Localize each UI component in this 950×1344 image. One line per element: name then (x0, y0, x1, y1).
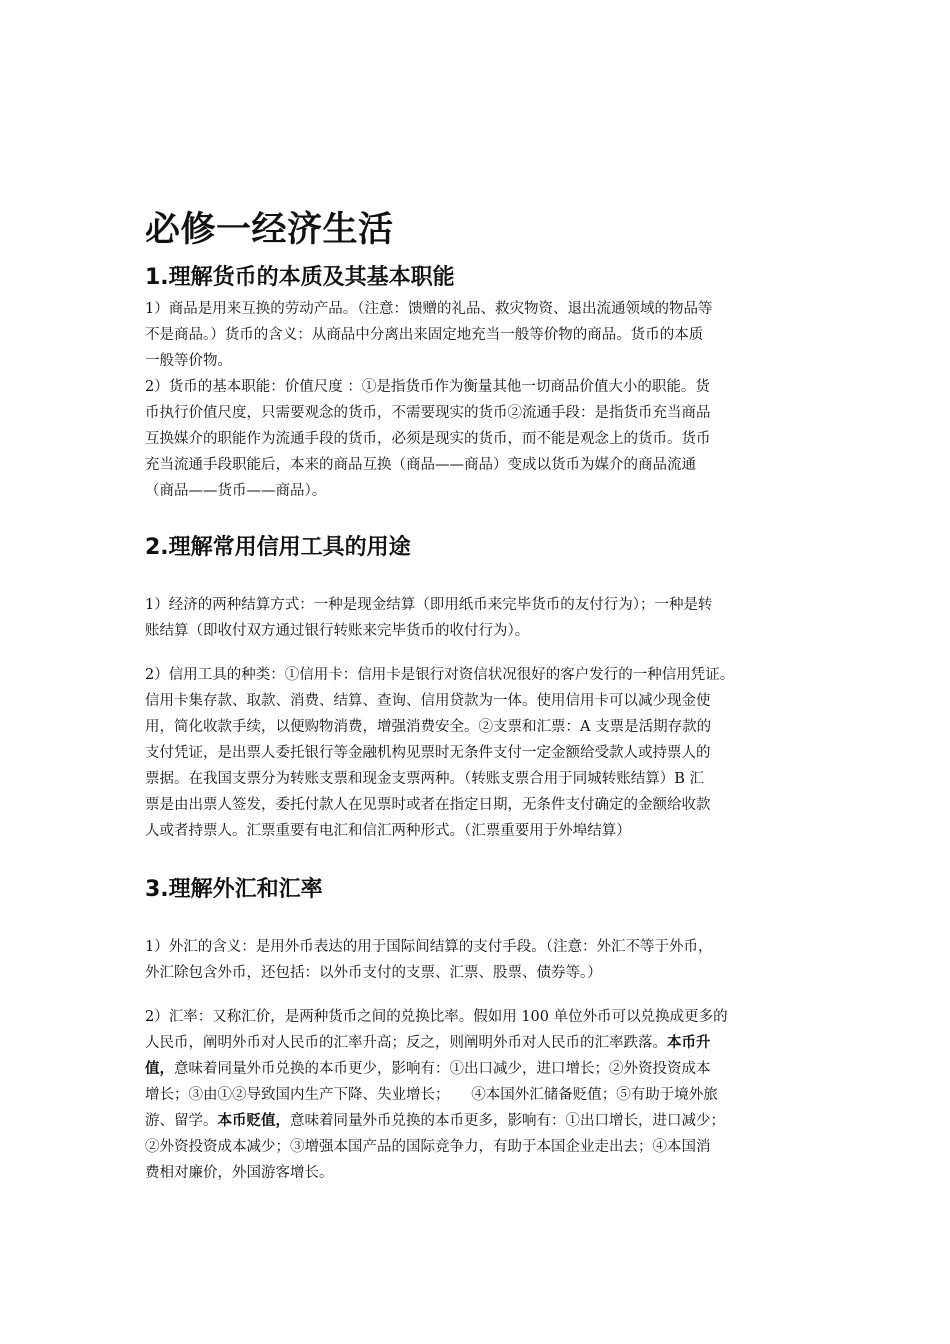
section-2-heading: 2.理解常用信用工具的用途 (145, 535, 411, 560)
section-1-paragraph-2: 2）货币的基本职能：价值尺度 ：①是指货币作为衡量其他一切商品价值大小的职能。货 币执行价值尺度，只需要观念的货币，不需要现实的货币②流通手段：是指货币充当商品 互换媒介的职能作为流通手段的货币，必须是现实的货币，而不能是观念上的货币。货币 充当流通手段职能后，本来的商品互换（商品——商品）变成以货币为媒介的商品流通 （商品——货币——商品）。 (145, 379, 711, 499)
section-2-paragraph-1: 1）经济的两种结算方式：一种是现金结算（即用纸币来完毕货币的友付行为）；一种是转 账结算（即收付双方通过银行转账来完毕货币的收付行为）。 (145, 597, 713, 639)
section-3-heading: 3.理解外汇和汇率 (145, 877, 323, 902)
exchange-rate-text-3: 意味着同量外币兑换的本币更多，影响有：①出口增长，进口减少； ②外资投资成本减少；③增强本国产品的国际竞争力，有助于本国企业走出去；④本国消 费相对廉价，外国游客增长。 (145, 1113, 725, 1181)
document-title: 必修一经济生活 (145, 210, 394, 250)
exchange-rate-text-2: 意味着同量外币兑换的本币更少，影响有：①出口减少，进口增长；②外资投资成本 增长；③由①②导致国内生产下降、失业增长； ④本国外汇储备贬值；⑤有助于境外旅 游、留学。 (145, 1061, 718, 1129)
section-3-paragraph-1: 1）外汇的含义：是用外币表达的用于国际间结算的支付手段。（注意：外汇不等于外币， 外汇除包含外币，还包括：以外币支付的支票、汇票、股票、债券等。） (145, 939, 713, 981)
currency-depreciation-label: 本币贬值， (217, 1112, 290, 1129)
section-1-heading: 1.理解货币的本质及其基本职能 (145, 265, 455, 290)
section-2-paragraph-2: 2）信用工具的种类：①信用卡：信用卡是银行对资信状况很好的客户发行的一种信用凭证。 信用卡集存款、取款、消费、结算、查询、信用贷款为一体。使用信用卡可以减少现金使 用，简化收款手续，以便购物消费，增强消费安全。②支票和汇票：A 支票是活期存款的 支付凭证，是出票人委托银行等金融机构见票时无条件支付一定金额给受款人或持票人的 票据。在我国支票分为转账支票和现金支票两种。（转账支票合用于同城转账结算）B 汇 票是由出票人签发，委托付款人在见票时或者在指定日期，无条件支付确定的金额给收款 人或者持票人。汇票重要有电汇和信汇两种形式。（汇票重要用于外埠结算） (145, 667, 735, 839)
currency-appreciation-label: 本币升 值， (145, 1034, 711, 1077)
section-1-paragraph-1: 1）商品是用来互换的劳动产品。（注意：馈赠的礼品、救灾物资、退出流通领域的物品等 不是商品。）货币的含义：从商品中分离出来固定地充当一般等价物的商品。货币的本质 一般等价物。 (145, 301, 713, 369)
section-3-paragraph-2 (145, 1004, 835, 1186)
exchange-rate-text-1: 2）汇率：又称汇价，是两种货币之间的兑换比率。假如用 100 单位外币可以兑换成更多的 人民币，阐明外币对人民币的汇率升高；反之，则阐明外币对人民币的汇率跌落。 (145, 1009, 728, 1051)
